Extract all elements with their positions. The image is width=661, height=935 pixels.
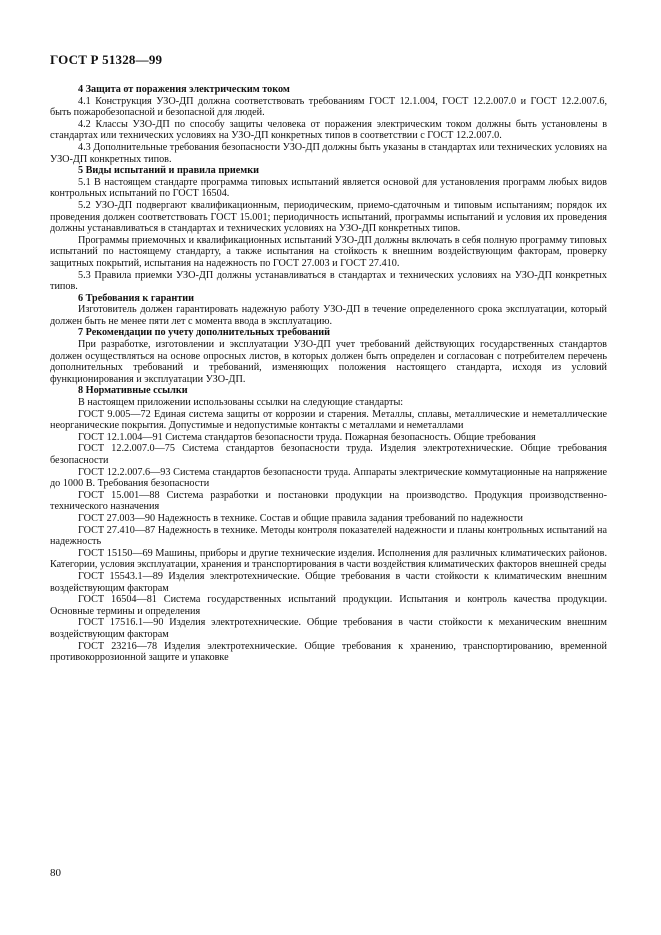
reference-item: ГОСТ 17516.1—90 Изделия электротехнические. Общие требования в части стойкости к механическим внешним воздействующим факторам (50, 617, 607, 640)
reference-item: ГОСТ 23216—78 Изделия электротехнические. Общие требования к хранению, транспортированию, временной противокоррозионной защите и упаковке (50, 640, 607, 664)
reference-item: ГОСТ 12.2.007.0—75 Система стандартов безопасности труда. Изделия электротехнические. Общие требования безопасности (50, 443, 607, 466)
section-heading: 5 Виды испытаний и правила приемки (78, 165, 259, 177)
reference-item: ГОСТ 12.1.004—91 Система стандартов безопасности труда. Пожарная безопасность. Общие требования (78, 431, 536, 443)
reference-item: ГОСТ 16504—81 Система государственных испытаний продукции. Испытания и контроль качества продукции. Основные термины и определения (50, 594, 607, 617)
reference-item: ГОСТ 15543.1—89 Изделия электротехнические. Общие требования в части стойкости к климатическим внешним воздействующим факторам (50, 570, 607, 594)
paragraph: 5.3 Правила приемки УЗО-ДП должны устанавливаться в стандартах и технических условиях на УЗО-ДП конкретных типов. (50, 269, 607, 293)
reference-item: ГОСТ 12.2.007.6—93 Система стандартов безопасности труда. Аппараты электрические коммутационные на напряжение до 1000 В. Требования безопасности (50, 466, 607, 490)
page-number: 80 (50, 867, 61, 879)
reference-item: ГОСТ 15150—69 Машины, приборы и другие технические изделия. Исполнения для различных климатических районов. Категории, условия эксплуатации, хранения и транспортирования в части воздействия климатических факторов внешней среды (50, 547, 607, 571)
reference-item: ГОСТ 15.001—88 Система разработки и постановки продукции на производство. Продукция производственно-технического назначения (50, 489, 607, 513)
paragraph: При разработке, изготовлении и эксплуатации УЗО-ДП учет требований действующих государственных стандартов должен осуществляться на основе опросных листов, в которых должен быть определен и согласован с потребителем перечень дополнительных требований и требований, изменяющих положения настоящего стандарта, исходя из условий функционирования и эксплуатации УЗО-ДП. (50, 339, 607, 385)
reference-item: ГОСТ 27.003—90 Надежность в технике. Состав и общие правила задания требований по надежности (78, 512, 523, 524)
paragraph: 4.1 Конструкция УЗО-ДП должна соответствовать требованиям ГОСТ 12.1.004, ГОСТ 12.2.007.0 и ГОСТ 12.2.007.6, быть пожаробезопасной и безопасной для людей. (50, 95, 607, 119)
section-heading: 8 Нормативные ссылки (78, 385, 188, 397)
paragraph: 5.2 УЗО-ДП подвергают квалификационным, периодическим, приемо-сдаточным и типовым испытаниям; порядок их проведения должен соответствовать ГОСТ 15.001; периодичность испытаний, программы испытаний и условия их проведения должны устанавливаться в стандартах и технических условиях на УЗО-ДП конкретных типов. (50, 199, 607, 235)
paragraph: 5.1 В настоящем стандарте программа типовых испытаний является основой для установления программ любых видов контрольных испытаний по ГОСТ 16504. (50, 176, 607, 200)
reference-item: ГОСТ 27.410—87 Надежность в технике. Методы контроля показателей надежности и планы контрольных испытаний на надежность (50, 524, 607, 548)
paragraph: 4.2 Классы УЗО-ДП по способу защиты человека от поражения электрическим током должны быть установлены в стандартах или технических условиях на УЗО-ДП конкретных типов в соответствии с ГОСТ 12.2.007.0. (50, 118, 607, 142)
section-heading: 4 Защита от поражения электрическим током (78, 84, 290, 95)
paragraph: 4.3 Дополнительные требования безопасности УЗО-ДП должны быть указаны в стандартах или технических условиях на УЗО-ДП конкретных типов. (50, 141, 608, 165)
paragraph: Программы приемочных и квалификационных испытаний УЗО-ДП должны включать в себя полную программу типовых испытаний по настоящему стандарту, а также испытания на стойкость к внешним воздействующим факторам, проверку защитных покрытий, испытания на надежность по ГОСТ 27.003 и ГОСТ 27.410. (50, 234, 607, 269)
page-header: ГОСТ Р 51328—99 (50, 52, 163, 67)
paragraph: В настоящем приложении использованы ссылки на следующие стандарты: (78, 397, 404, 409)
paragraph: Изготовитель должен гарантировать надежную работу УЗО-ДП в течение определенного срока эксплуатации, который должен быть не менее пяти лет с момента ввода в эксплуатацию. (50, 304, 607, 327)
reference-item: ГОСТ 9.005—72 Единая система защиты от коррозии и старения. Металлы, сплавы, металлические и неметаллические неорганические покрытия. Допустимые и недопустимые контакты с металлами и неметаллами (50, 408, 607, 432)
section-heading: 7 Рекомендации по учету дополнительных требований (78, 327, 330, 339)
section-heading: 6 Требования к гарантии (78, 292, 194, 304)
document-body (50, 84, 607, 664)
